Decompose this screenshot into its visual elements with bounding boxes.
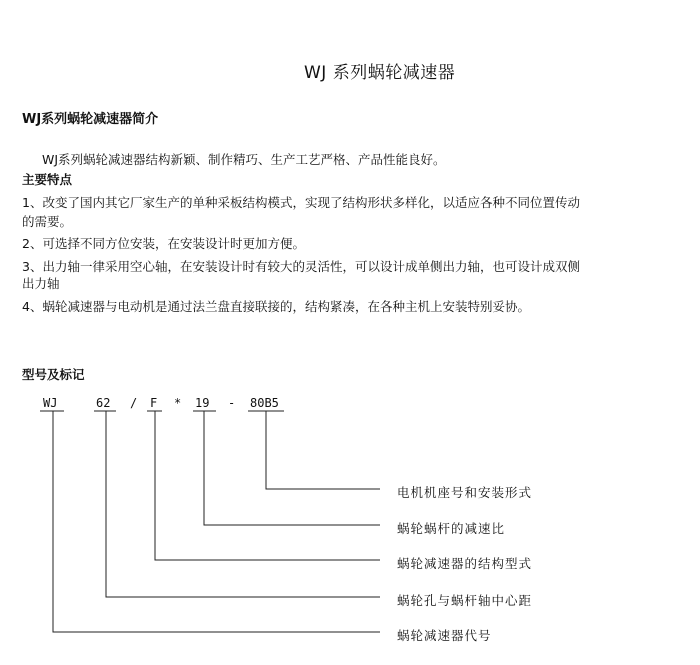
legend-motor: 电机机座号和安装形式 bbox=[397, 485, 533, 500]
model-heading: 型号及标记 bbox=[22, 367, 85, 382]
code-structure-type: F bbox=[150, 396, 158, 410]
connector-prefix bbox=[53, 411, 380, 632]
intro-heading: WJ系列蜗轮减速器简介 bbox=[22, 112, 159, 127]
feature-3-line-1: 3、出力轴一律采用空心轴，在安装设计时有较大的灵活性，可以设计成单侧出力轴，也可设计成双侧 bbox=[22, 259, 580, 274]
feature-1-line-1: 1、改变了国内其它厂家生产的单种采板结构模式，实现了结构形状多样化，以适应各种不同位置传动 bbox=[22, 195, 580, 210]
feature-3-line-2: 出力轴 bbox=[22, 276, 60, 291]
legend-center-distance: 蜗轮孔与蜗杆轴中心距 bbox=[397, 593, 533, 608]
legend-prefix: 蜗轮减速器代号 bbox=[397, 628, 492, 643]
connector-center-distance bbox=[106, 411, 380, 597]
code-separator-star: * bbox=[174, 396, 182, 410]
features-heading: 主要特点 bbox=[22, 172, 73, 187]
code-separator-slash: / bbox=[130, 396, 138, 410]
feature-4: 4、蜗轮减速器与电动机是通过法兰盘直接联接的，结构紧凑，在各种主机上安装特别妥协。 bbox=[22, 299, 530, 314]
connector-structure bbox=[155, 411, 380, 560]
intro-paragraph: WJ系列蜗轮减速器结构新颖、制作精巧、生产工艺严格、产品性能良好。 bbox=[42, 152, 446, 167]
legend-structure: 蜗轮减速器的结构型式 bbox=[397, 556, 533, 571]
feature-1-line-2: 的需要。 bbox=[22, 214, 73, 229]
code-center-distance: 62 bbox=[96, 396, 111, 410]
legend-ratio: 蜗轮蜗杆的减速比 bbox=[397, 521, 506, 536]
code-separator-dash: - bbox=[228, 396, 236, 410]
feature-2: 2、可选择不同方位安装，在安装设计时更加方便。 bbox=[22, 236, 305, 251]
code-motor: 80B5 bbox=[250, 396, 279, 410]
document-title: WJ 系列蜗轮减速器 bbox=[304, 63, 456, 83]
code-ratio: 19 bbox=[195, 396, 210, 410]
connector-motor bbox=[266, 411, 380, 489]
code-prefix: WJ bbox=[43, 396, 58, 410]
connector-ratio bbox=[204, 411, 380, 525]
